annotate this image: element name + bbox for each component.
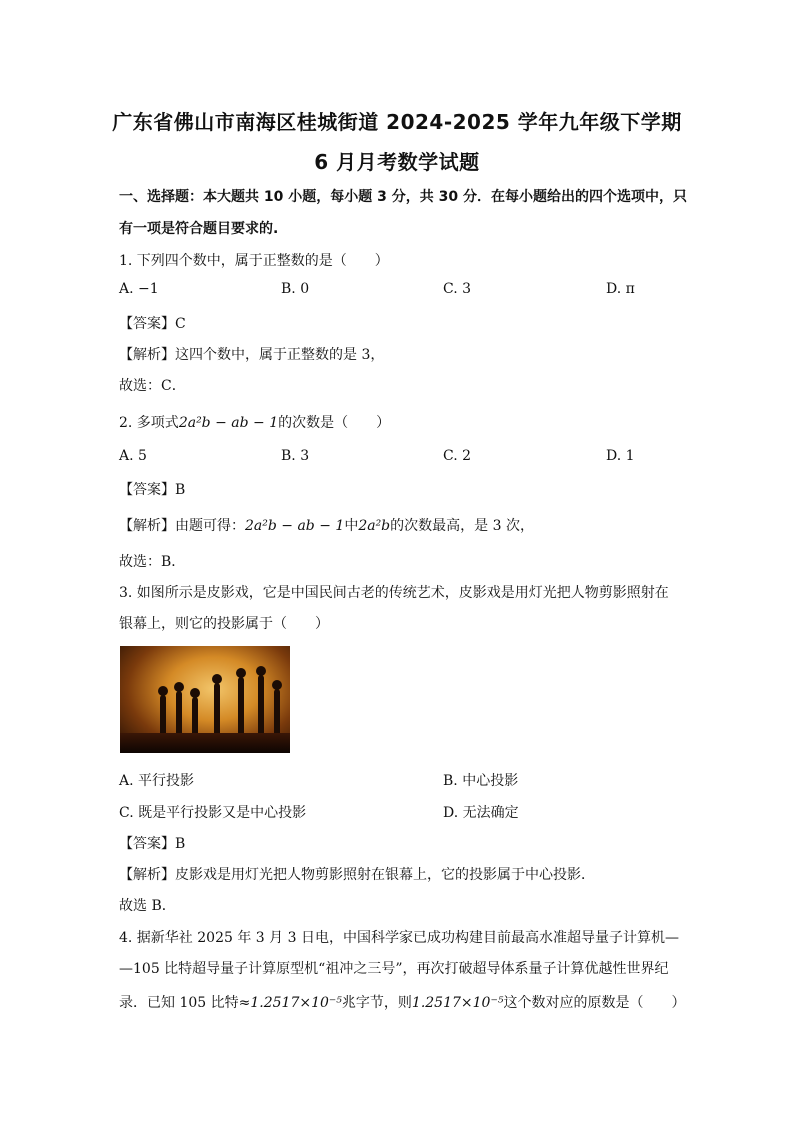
q2-answer: 【答案】B (119, 482, 186, 498)
q2-stem-prefix: 2. 多项式 (119, 415, 179, 431)
q2-option-b: B. 3 (281, 448, 310, 464)
q1-answer: 【答案】C (119, 316, 186, 332)
section-heading-line1: 一、选择题：本大题共 10 小题，每小题 3 分，共 30 分．在每小题给出的四个选项中，只 (119, 189, 687, 205)
puppet-figure (160, 695, 166, 735)
q2-analysis-mid: 中 (344, 518, 359, 534)
q3-stem-line1: 3. 如图所示是皮影戏，它是中国民间古老的传统艺术，皮影戏是用灯光把人物剪影照射在 (119, 585, 669, 601)
q1-option-c: C. 3 (443, 281, 472, 297)
puppet-figure (238, 677, 244, 735)
q4-stem-line3-mid: 兆字节，则 (341, 995, 412, 1011)
stage-floor (120, 733, 290, 753)
q1-stem: 1. 下列四个数中，属于正整数的是（ ） (119, 253, 389, 269)
q4-stem-line1: 4. 据新华社 2025 年 3 月 3 日电，中国科学家已成功构建目前最高水准超导量子计算机— (119, 930, 679, 946)
q4-stem-line3-prefix: 录．已知 105 比特≈ (119, 995, 251, 1011)
q2-option-a: A. 5 (119, 448, 147, 464)
q4-stem-line3-suffix: 这个数对应的原数是（ ） (503, 995, 686, 1011)
q4-stem-line2: —105 比特超导量子计算原型机“祖冲之三号”，再次打破超导体系量子计算优越性世界纪 (119, 961, 669, 977)
q3-conclusion: 故选 B． (119, 898, 176, 914)
puppet-figure (192, 697, 198, 735)
puppet-figure (274, 689, 280, 735)
q2-analysis-expr: 2a²b − ab − 1 (245, 518, 345, 534)
q2-option-c: C. 2 (443, 448, 472, 464)
q3-stem-line2: 银幕上，则它的投影属于（ ） (119, 616, 329, 632)
puppet-figure (258, 675, 264, 735)
q2-polynomial: 2a²b − ab − 1 (178, 415, 279, 431)
q2-analysis-prefix: 【解析】由题可得： (119, 518, 245, 534)
q1-conclusion: 故选：C． (119, 378, 186, 394)
q1-option-b: B. 0 (281, 281, 310, 297)
shadow-puppet-photo (120, 646, 290, 753)
q3-analysis: 【解析】皮影戏是用灯光把人物剪影照射在银幕上，它的投影属于中心投影． (119, 867, 595, 883)
q2-stem (119, 412, 390, 432)
q3-option-a: A. 平行投影 (119, 773, 195, 789)
q3-answer: 【答案】B (119, 836, 186, 852)
q2-analysis (119, 515, 534, 535)
q2-stem-suffix: 的次数是（ ） (278, 415, 391, 431)
q2-analysis-term: 2a²b (358, 518, 391, 534)
q1-option-d: D. π (606, 281, 635, 297)
q1-option-a: A. −1 (119, 281, 159, 297)
q3-option-b: B. 中心投影 (443, 773, 519, 789)
exam-title-line1: 广东省佛山市南海区桂城街道 2024-2025 学年九年级下学期 (112, 110, 682, 134)
q4-scientific-number-2: 1.2517×10⁻⁵ (411, 995, 504, 1011)
q2-analysis-suffix: 的次数最高，是 3 次， (390, 518, 534, 534)
q1-analysis: 【解析】这四个数中，属于正整数的是 3， (119, 347, 385, 363)
puppet-figure (176, 691, 182, 735)
q2-conclusion: 故选：B． (119, 554, 186, 570)
q2-option-d: D. 1 (606, 448, 635, 464)
exam-title-line2: 6 月月考数学试题 (314, 150, 480, 174)
q3-option-d: D. 无法确定 (443, 805, 519, 821)
q3-option-c: C. 既是平行投影又是中心投影 (119, 805, 307, 821)
q4-scientific-number: 1.2517×10⁻⁵ (250, 995, 342, 1011)
puppet-figure (214, 683, 220, 735)
section-heading-line2: 有一项是符合题目要求的. (119, 221, 279, 237)
q4-stem-line3 (119, 992, 685, 1012)
